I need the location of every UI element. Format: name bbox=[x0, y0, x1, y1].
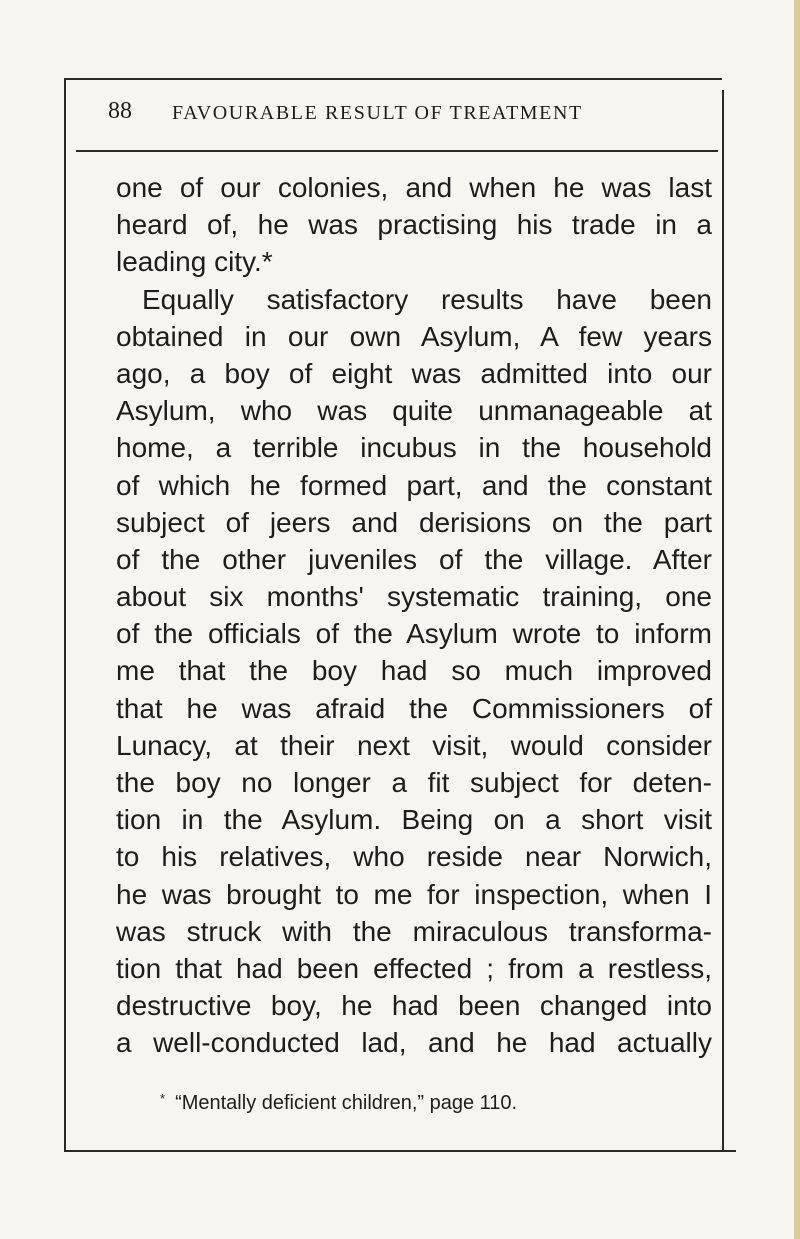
footnote bbox=[160, 1091, 517, 1115]
text-line: heard of, he was practising his trade in a bbox=[116, 209, 712, 241]
top-rule bbox=[64, 78, 722, 80]
text-line: was struck with the miraculous transforma- bbox=[116, 915, 712, 947]
text-line: ago, a boy of eight was admitted into our bbox=[116, 357, 712, 389]
text-line: one of our colonies, and when he was last bbox=[116, 172, 712, 203]
text-line: Asylum, who was quite unmanageable at bbox=[116, 395, 712, 427]
text-line: of the officials of the Asylum wrote to inform bbox=[116, 618, 712, 650]
text-line: about six months' systematic training, one bbox=[116, 581, 712, 613]
text-line: home, a terrible incubus in the household bbox=[116, 432, 712, 464]
text-line: me that the boy had so much improved bbox=[116, 655, 712, 687]
text-line: Lunacy, at their next visit, would consider bbox=[116, 729, 712, 761]
text-line: he was brought to me for inspection, when I bbox=[116, 878, 712, 910]
footnote-text: “Mentally deficient children,” page 110. bbox=[175, 1092, 518, 1114]
text-line: subject of jeers and derisions on the part bbox=[116, 506, 712, 538]
footnote-marker: * bbox=[160, 1091, 166, 1106]
text-line: leading city.* bbox=[116, 246, 273, 278]
text-line: of which he formed part, and the constant bbox=[116, 469, 712, 501]
text-line: tion in the Asylum. Being on a short visit bbox=[116, 804, 712, 836]
text-line: that he was afraid the Commissioners of bbox=[116, 692, 712, 724]
text-line: destructive boy, he had been changed into bbox=[116, 990, 712, 1022]
body-text bbox=[116, 169, 712, 1062]
header-rule bbox=[76, 150, 718, 152]
text-line: obtained in our own Asylum, A few years bbox=[116, 320, 712, 352]
text-line: a well-conducted lad, and he had actually bbox=[116, 1027, 712, 1059]
bottom-rule bbox=[64, 1150, 736, 1152]
text-line: Equally satisfactory results have been bbox=[142, 283, 712, 315]
page-number: 88 bbox=[108, 98, 132, 124]
text-line: of the other juveniles of the village. After bbox=[116, 543, 712, 575]
text-line: to his relatives, who reside near Norwich, bbox=[116, 841, 712, 873]
right-frame-line bbox=[722, 90, 724, 1152]
text-line: the boy no longer a fit subject for deten- bbox=[116, 767, 712, 798]
running-head-title: FAVOURABLE RESULT OF TREATMENT bbox=[172, 102, 583, 124]
page-edge bbox=[794, 0, 800, 1239]
running-header bbox=[108, 98, 728, 130]
text-line: tion that had been effected ; from a restless, bbox=[116, 952, 712, 984]
left-frame-line bbox=[64, 78, 66, 1150]
